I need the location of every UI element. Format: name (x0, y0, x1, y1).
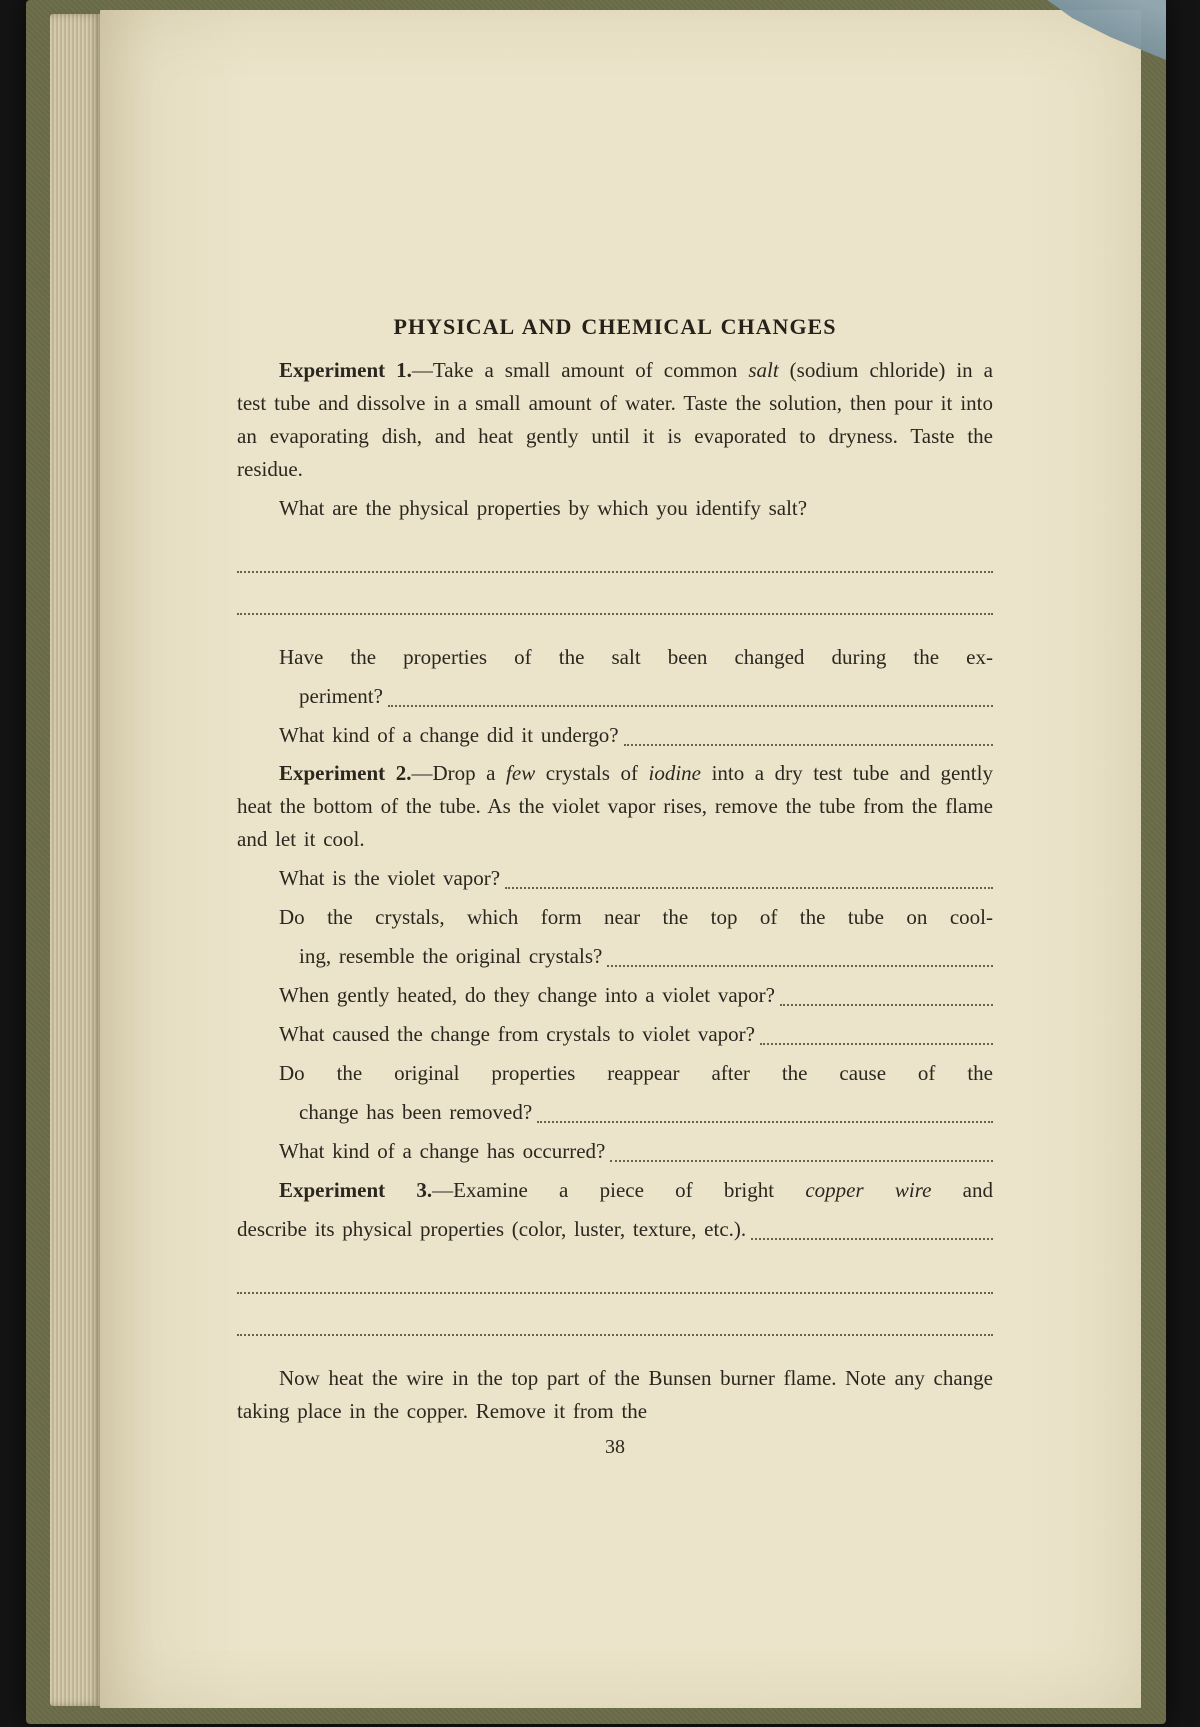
text-run: ing, resemble the original crystals? (299, 944, 603, 968)
question-text (299, 940, 602, 973)
dot-leader (388, 705, 993, 707)
text-run: What kind of a change has occurred? (279, 1139, 606, 1163)
italic-term: copper wire (805, 1178, 932, 1202)
text-run: periment? (299, 684, 383, 708)
experiment-label: Experiment 1. (279, 358, 412, 382)
paragraph (237, 1362, 993, 1428)
question-line (237, 1096, 993, 1129)
dot-leader (537, 1121, 993, 1123)
dotted-answer-line (237, 571, 993, 573)
question-line (237, 1018, 993, 1051)
question-line (237, 1057, 993, 1090)
question-text (299, 680, 383, 713)
question-line (237, 680, 993, 713)
italic-term: few (506, 761, 536, 785)
stacked-page-edges (50, 14, 102, 1706)
question-text (279, 1018, 755, 1051)
paragraph (237, 354, 993, 486)
paragraph (237, 757, 993, 856)
text-run: What are the physical properties by which you identify salt? (279, 496, 808, 520)
question-line (237, 492, 993, 525)
question-text (299, 1096, 532, 1129)
dot-leader (751, 1238, 993, 1240)
question-line (237, 940, 993, 973)
question-line (237, 641, 993, 674)
dot-leader (610, 1160, 993, 1162)
question-text (279, 1135, 605, 1168)
experiment-label: Experiment 2. (279, 761, 412, 785)
page-number: 38 (605, 1436, 625, 1458)
question-line (237, 1135, 993, 1168)
question-line (237, 901, 993, 934)
text-run: change has been removed? (299, 1100, 533, 1124)
dot-leader (607, 965, 993, 967)
text-run: crystals of (535, 761, 649, 785)
experiment-label: Experiment 3. (279, 1178, 433, 1202)
book-cover (26, 0, 1166, 1724)
text-run: When gently heated, do they change into a violet vapor? (279, 983, 775, 1007)
dotted-answer-line (237, 1292, 993, 1294)
dot-leader (624, 744, 993, 746)
text-run: —Take a small amount of common (411, 358, 749, 382)
question-line (237, 719, 993, 752)
text-run: Do the crystals, which form near the top of the tube on cool- (279, 905, 993, 929)
text-run: What kind of a change did it undergo? (279, 723, 619, 747)
italic-term: salt (748, 358, 779, 382)
text-run: What caused the change from crystals to violet vapor? (279, 1022, 755, 1046)
page-title: PHYSICAL AND CHEMICAL CHANGES (393, 314, 837, 339)
page-blocks (237, 354, 993, 1428)
book-page (100, 10, 1141, 1708)
text-run: into a dry test tube and gently heat the bottom of the tube. As the violet vapor rises, remove the tube from the flame and let it cool. (237, 761, 993, 851)
question-line (237, 1213, 993, 1246)
dot-leader (780, 1004, 993, 1006)
text-run: —Drop a (411, 761, 507, 785)
dotted-answer-line (237, 613, 993, 615)
text-run: What is the violet vapor? (279, 866, 501, 890)
question-text (279, 719, 619, 752)
italic-term: iodine (648, 761, 702, 785)
text-run: describe its physical properties (color, luster, texture, etc.). (237, 1217, 747, 1241)
question-line (237, 979, 993, 1012)
text-run: (sodium chloride) in a test tube and dissolve in a small amount of water. Taste the solution, then pour it into an evaporating dish, and heat gently until it is evaporated to dryness. Taste the residue. (237, 358, 993, 481)
dot-leader (505, 887, 993, 889)
page-content (237, 310, 993, 1464)
dot-leader (760, 1043, 993, 1045)
question-text (279, 862, 500, 895)
text-run: Now heat the wire in the top part of the Bunsen burner flame. Note any change taking place in the copper. Remove it from the (237, 1366, 993, 1423)
text-run: Have the properties of the salt been changed during the ex- (279, 645, 993, 669)
question-text (237, 1213, 746, 1246)
question-text (279, 979, 775, 1012)
question-line (237, 862, 993, 895)
question-line (237, 1174, 993, 1207)
text-run: Do the original properties reappear after the cause of the (279, 1061, 993, 1085)
text-run: —Examine a piece of bright (432, 1178, 806, 1202)
text-run: and (931, 1178, 994, 1202)
dotted-answer-line (237, 1334, 993, 1336)
